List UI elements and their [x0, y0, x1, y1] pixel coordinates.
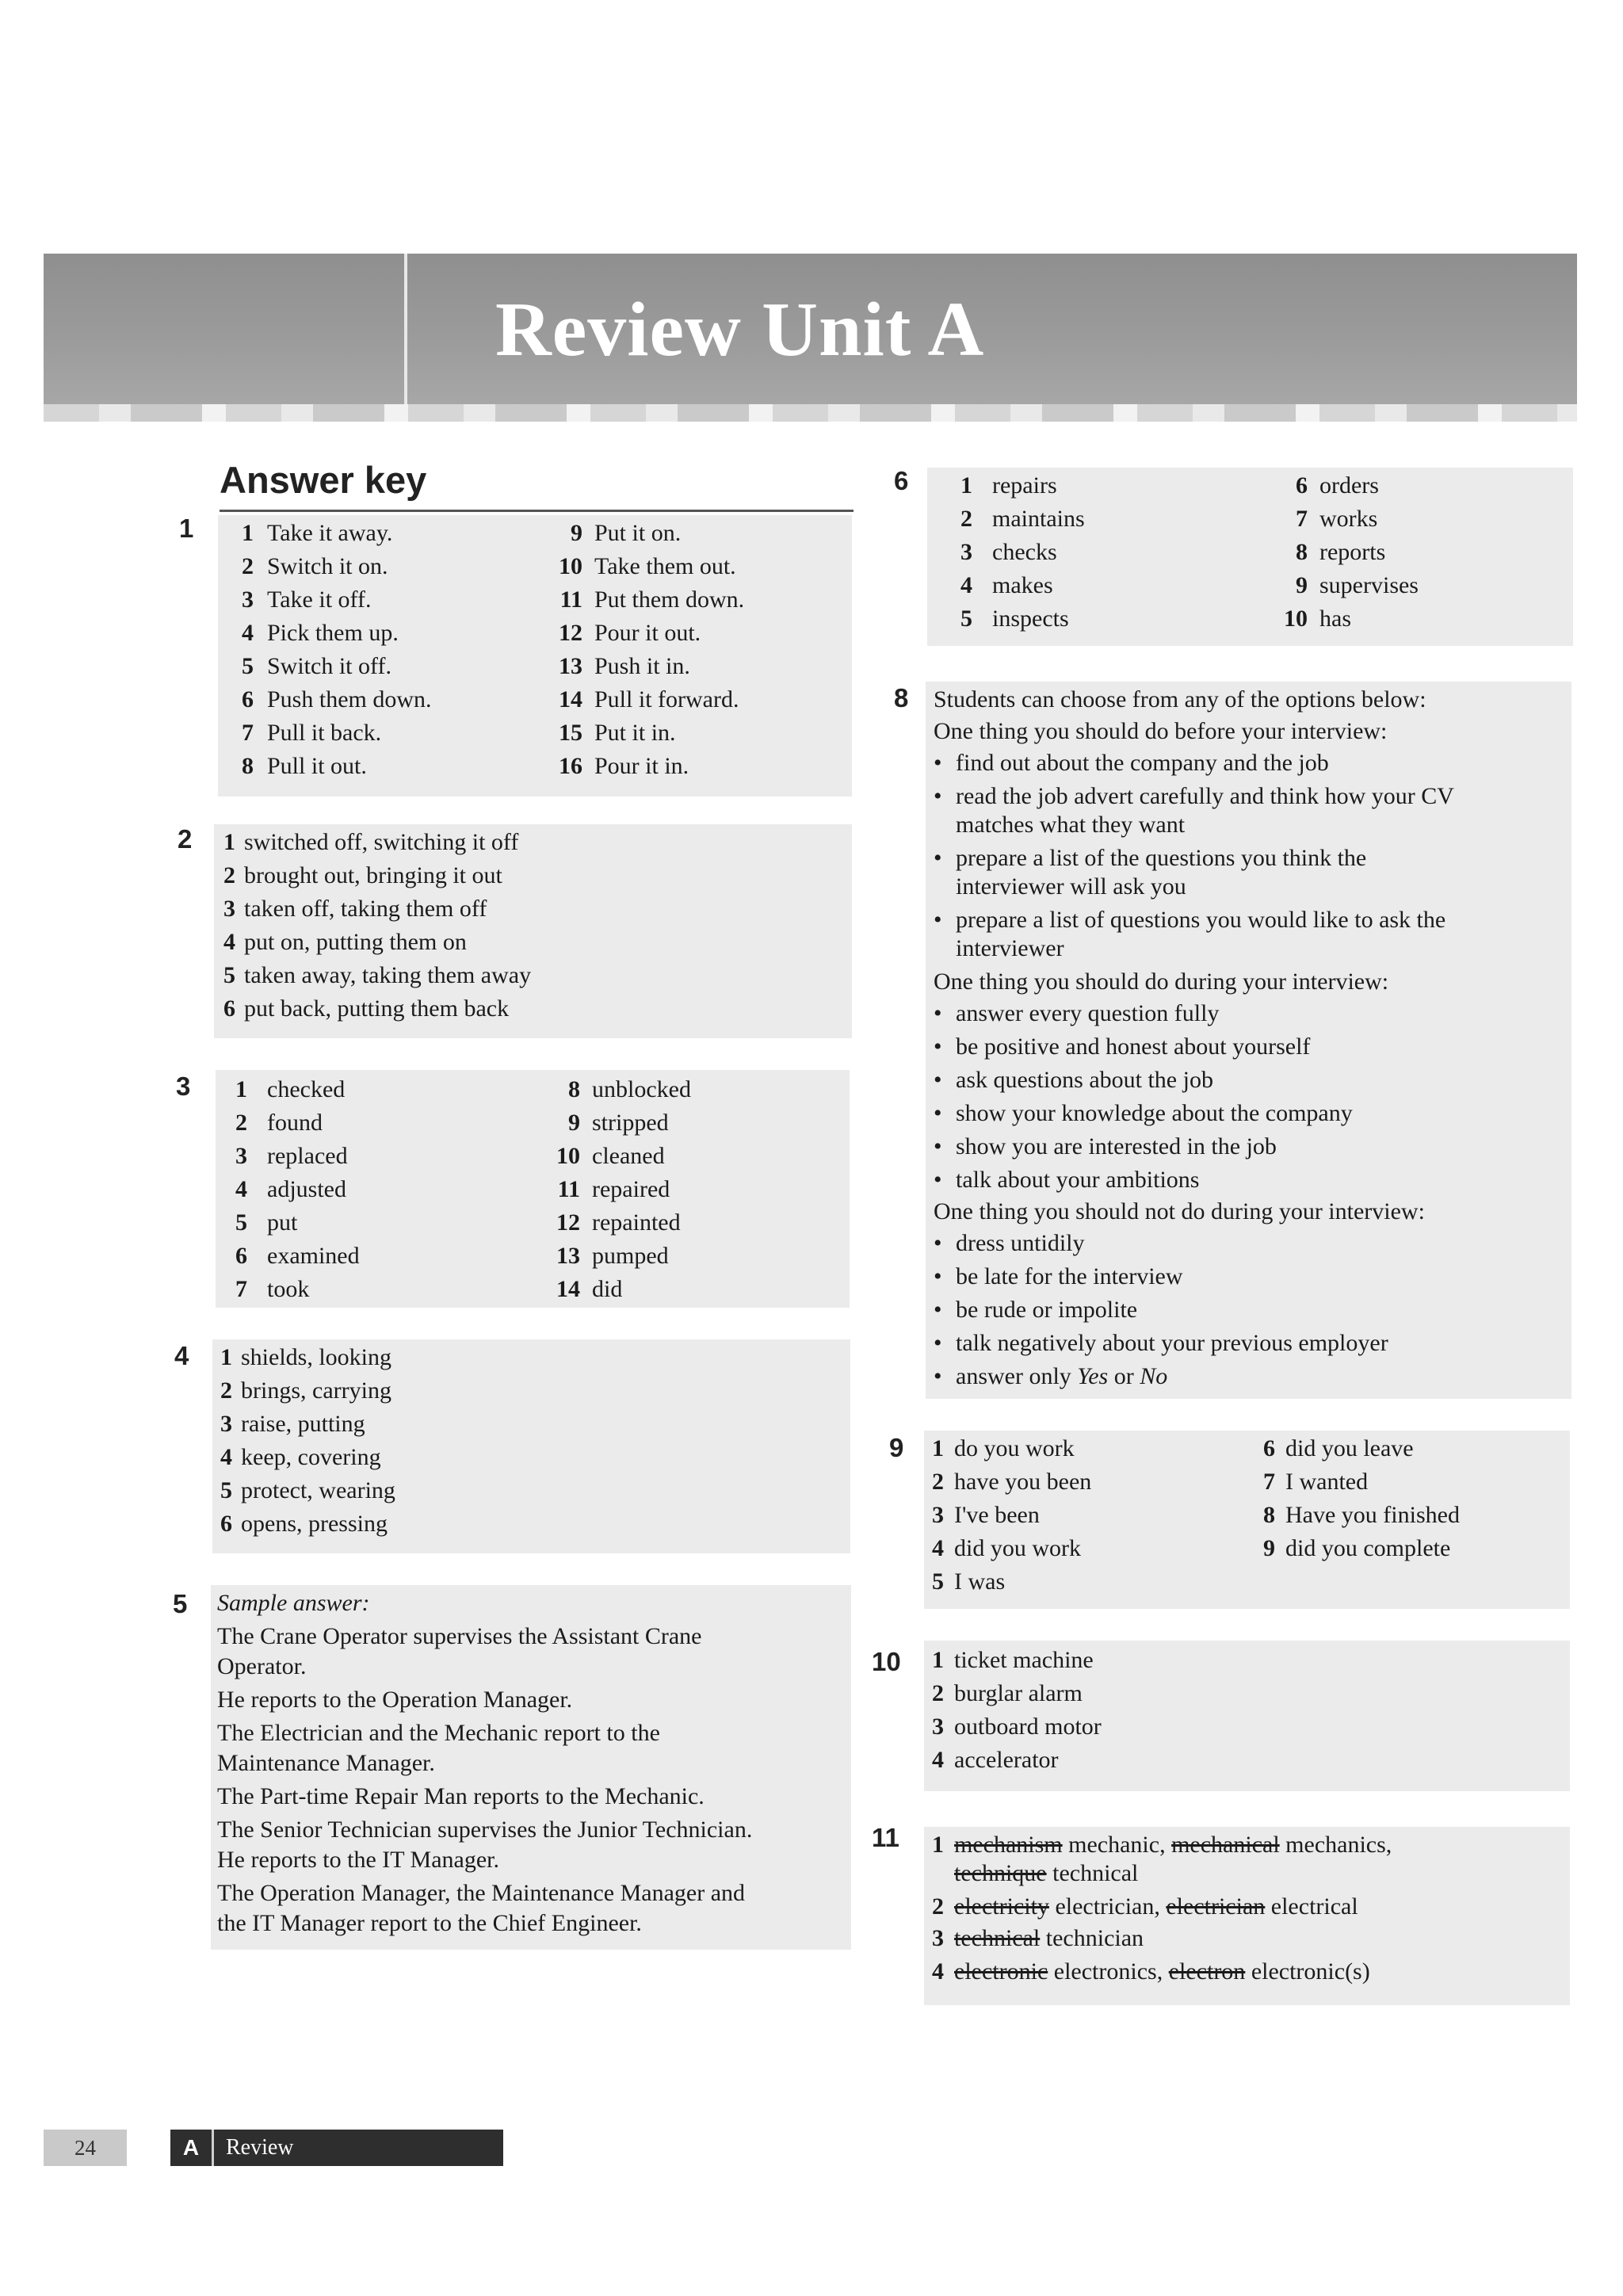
answer-item: 4 makes	[960, 572, 1053, 598]
bullet-text: dress untidily	[956, 1230, 1085, 1256]
exercise-11-box	[924, 1827, 1570, 2005]
bullet-text-answer-only: answer only Yes or No	[956, 1363, 1168, 1389]
answer-item: 11 repaired	[557, 1176, 670, 1202]
answer-item: 3 Take it off.	[242, 586, 372, 613]
answer-item: 4 adjusted	[235, 1176, 346, 1202]
answer-item: 4 Pick them up.	[242, 620, 399, 646]
answer-item: 5 put	[235, 1209, 298, 1236]
answer-item: 2 maintains	[960, 506, 1085, 532]
sample-answer-label: Sample answer:	[217, 1590, 370, 1616]
exercise-9-number: 9	[889, 1433, 904, 1462]
bullet-dot: •	[934, 1363, 942, 1389]
answer-item: 5 inspects	[960, 606, 1069, 632]
answer-item: 9 did you complete	[1263, 1535, 1451, 1561]
answer-item: 1 shields, looking	[220, 1344, 392, 1370]
answer-item: 12 repainted	[556, 1209, 681, 1236]
answer-item: technique technical	[954, 1860, 1139, 1886]
answer-item: 9 supervises	[1296, 572, 1419, 598]
answer-item: 3 raise, putting	[220, 1411, 365, 1437]
answer-item: 3 technical technician	[932, 1925, 1144, 1951]
banner-strip	[44, 404, 1577, 422]
exercise-3-number: 3	[176, 1072, 191, 1101]
answer-item: 12 Pour it out.	[559, 620, 701, 646]
answer-item: 9 Put it on.	[571, 520, 682, 546]
answer-item: 7 I wanted	[1263, 1469, 1369, 1495]
exercise-1-box	[218, 515, 852, 797]
bullet-dot: •	[934, 1000, 942, 1026]
group-heading: One thing you should not do during your interview:	[934, 1198, 1425, 1224]
answer-item: 6 put back, putting them back	[223, 995, 510, 1022]
answer-item: 13 Push it in.	[559, 653, 690, 679]
exercise-8-number: 8	[894, 683, 909, 712]
bullet-text: talk about your ambitions	[956, 1167, 1200, 1193]
bullet-text: answer every question fully	[956, 1000, 1220, 1026]
bullet-text: talk negatively about your previous employer	[956, 1330, 1388, 1356]
answer-item: 15 Put it in.	[559, 720, 676, 746]
exercise-5-box	[211, 1585, 851, 1950]
answer-item: 2 electricity electrician, electrician electrical	[932, 1893, 1358, 1920]
exercise-3-box	[216, 1070, 850, 1308]
answer-item: 16 Pour it in.	[559, 753, 689, 779]
exercise-9-box	[924, 1431, 1570, 1609]
bullet-text: prepare a list of questions you would like to ask the	[956, 907, 1446, 933]
bullet-text: show your knowledge about the company	[956, 1100, 1353, 1126]
exercise-1-number: 1	[179, 514, 194, 543]
exercise-4-box	[212, 1339, 850, 1553]
answer-item: 6 examined	[235, 1243, 360, 1269]
heading-rule	[220, 510, 854, 512]
exercise-2-number: 2	[178, 824, 193, 854]
answer-item: 1 switched off, switching it off	[223, 829, 519, 855]
answer-item: 4 keep, covering	[220, 1444, 381, 1470]
answer-line: Maintenance Manager.	[217, 1750, 435, 1776]
answer-item: 10 Take them out.	[559, 553, 736, 579]
unit-banner	[44, 254, 1577, 404]
unit-letter: A	[170, 2130, 214, 2166]
bullet-dot: •	[934, 1033, 942, 1060]
answer-line: The Senior Technician supervises the Junior Technician.	[217, 1817, 753, 1843]
exercise-10-box	[924, 1641, 1570, 1791]
answer-item: 8 reports	[1296, 539, 1386, 565]
answer-item: 1 checked	[235, 1076, 346, 1102]
footer-bar	[170, 2130, 503, 2166]
bullet-text: be rude or impolite	[956, 1297, 1138, 1323]
answer-item: 5 Switch it off.	[242, 653, 391, 679]
exercise-5-number: 5	[173, 1589, 188, 1618]
answer-item: 2 brought out, bringing it out	[223, 862, 502, 888]
answer-item: 1 do you work	[932, 1435, 1075, 1461]
bullet-dot: •	[934, 1230, 942, 1256]
answer-item: 10 cleaned	[556, 1143, 665, 1169]
page-title: Review Unit A	[495, 287, 985, 372]
banner-divider	[404, 254, 407, 404]
answer-item: 4 accelerator	[932, 1747, 1059, 1773]
answer-item: 5 I was	[932, 1568, 1006, 1595]
bullet-dot: •	[934, 1330, 942, 1356]
answer-item: 8 Pull it out.	[242, 753, 367, 779]
answer-item: 3 taken off, taking them off	[223, 896, 487, 922]
bullet-dot: •	[934, 1067, 942, 1093]
exercise-11-number: 11	[872, 1823, 899, 1852]
bullet-text: show you are interested in the job	[956, 1133, 1277, 1159]
bullet-dot: •	[934, 750, 942, 776]
answer-item: 5 protect, wearing	[220, 1477, 395, 1503]
answer-line: The Part-time Repair Man reports to the Mechanic.	[217, 1783, 705, 1809]
answer-item: 2 Switch it on.	[242, 553, 388, 579]
intro-text: Students can choose from any of the options below:	[934, 686, 1426, 712]
bullet-text	[956, 1363, 1167, 1390]
answer-item: 9 stripped	[568, 1110, 669, 1136]
answer-item: 14 did	[556, 1276, 623, 1302]
answer-item: 2 found	[235, 1110, 323, 1136]
answer-item: 6 did you leave	[1263, 1435, 1414, 1461]
answer-item: 2 brings, carrying	[220, 1377, 391, 1404]
bullet-text: interviewer will ask you	[956, 873, 1186, 900]
bullet-text: ask questions about the job	[956, 1067, 1213, 1093]
bullet-text: read the job advert carefully and think how your CV	[956, 783, 1454, 809]
answer-item: 1 repairs	[960, 472, 1057, 499]
answer-item: 1 Take it away.	[242, 520, 393, 546]
answer-line: The Operation Manager, the Maintenance Manager and	[217, 1880, 746, 1906]
answer-item: 6 opens, pressing	[220, 1511, 388, 1537]
answer-item: 3 checks	[960, 539, 1057, 565]
answer-item: 1 mechanism mechanic, mechanical mechanics,	[932, 1832, 1392, 1858]
answer-item: 4 did you work	[932, 1535, 1081, 1561]
answer-key-heading: Answer key	[220, 459, 427, 501]
answer-item: 2 have you been	[932, 1469, 1092, 1495]
answer-item: 5 taken away, taking them away	[223, 962, 532, 988]
exercise-8-box	[926, 682, 1571, 1399]
bullet-text: find out about the company and the job	[956, 750, 1329, 776]
answer-line: The Electrician and the Mechanic report to the	[217, 1720, 660, 1746]
answer-line: He reports to the Operation Manager.	[217, 1687, 573, 1713]
answer-line: Operator.	[217, 1653, 307, 1679]
page-number: 24	[44, 2130, 127, 2166]
bullet-text: matches what they want	[956, 812, 1186, 838]
answer-item: 8 unblocked	[568, 1076, 691, 1102]
answer-item: 7 works	[1296, 506, 1378, 532]
answer-item: 14 Pull it forward.	[559, 686, 739, 712]
bullet-dot: •	[934, 907, 942, 933]
bullet-dot: •	[934, 845, 942, 871]
bullet-text: prepare a list of the questions you think the	[956, 845, 1367, 871]
group-heading: One thing you should do before your interview:	[934, 718, 1388, 744]
exercise-10-number: 10	[872, 1647, 901, 1676]
bullet-text: be positive and honest about yourself	[956, 1033, 1311, 1060]
exercise-4-number: 4	[174, 1341, 189, 1370]
answer-item: 3 outboard motor	[932, 1713, 1102, 1740]
bullet-text: interviewer	[956, 935, 1064, 961]
answer-item: 7 took	[235, 1276, 310, 1302]
bullet-dot: •	[934, 1133, 942, 1159]
answer-item: 3 I've been	[932, 1502, 1040, 1528]
bullet-dot: •	[934, 1263, 942, 1289]
exercise-6-box	[927, 468, 1573, 646]
answer-item: 2 burglar alarm	[932, 1680, 1083, 1706]
answer-item: 1 ticket machine	[932, 1647, 1094, 1673]
bullet-text: be late for the interview	[956, 1263, 1183, 1289]
answer-item: 8 Have you finished	[1263, 1502, 1460, 1528]
group-heading: One thing you should do during your interview:	[934, 968, 1389, 995]
answer-item: 4 electronic electronics, electron electronic(s)	[932, 1958, 1370, 1985]
answer-item: 3 replaced	[235, 1143, 348, 1169]
bullet-dot: •	[934, 1297, 942, 1323]
footer-section: Review	[226, 2135, 294, 2160]
bullet-dot: •	[934, 1167, 942, 1193]
exercise-6-number: 6	[894, 466, 909, 495]
answer-item: 13 pumped	[556, 1243, 669, 1269]
answer-item: 6 orders	[1296, 472, 1379, 499]
exercise-2-box	[214, 824, 852, 1038]
answer-line: the IT Manager report to the Chief Engineer.	[217, 1910, 642, 1936]
answer-item: 4 put on, putting them on	[223, 929, 467, 955]
answer-item: 7 Pull it back.	[242, 720, 382, 746]
answer-line: The Crane Operator supervises the Assistant Crane	[217, 1623, 702, 1649]
bullet-dot: •	[934, 1100, 942, 1126]
answer-item: 6 Push them down.	[242, 686, 432, 712]
answer-line: He reports to the IT Manager.	[217, 1847, 500, 1873]
answer-item: 10 has	[1284, 606, 1351, 632]
answer-item: 11 Put them down.	[559, 586, 745, 613]
bullet-dot: •	[934, 783, 942, 809]
